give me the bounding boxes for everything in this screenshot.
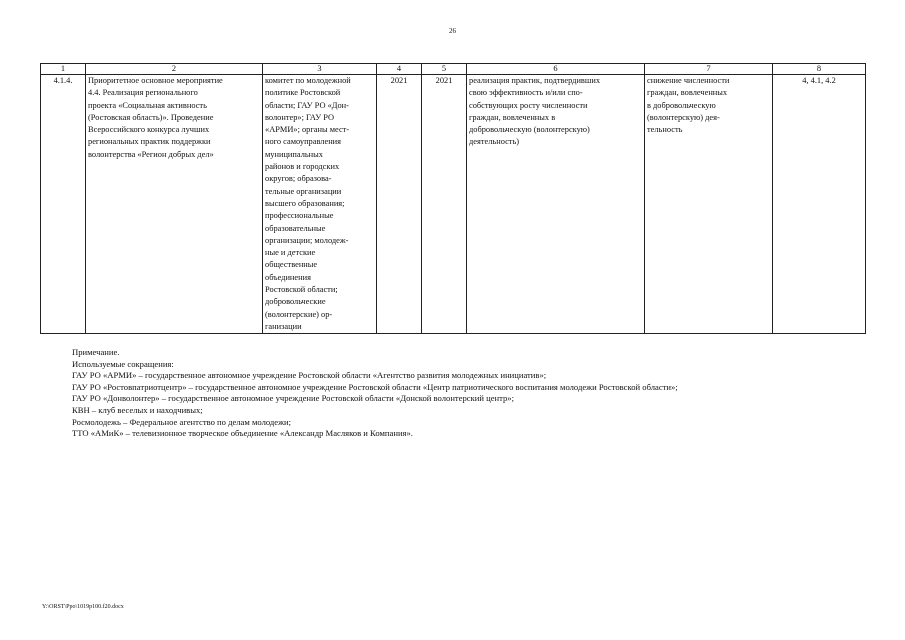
text-line: Приоритетное основное мероприятие (88, 76, 223, 85)
table-row (41, 75, 866, 334)
text-line: региональных практик поддержки (88, 137, 211, 147)
text-line: Всероссийского конкурса лучших (88, 125, 210, 135)
note-line: Используемые сокращения: (72, 358, 174, 369)
text-line: собствующих росту численности (469, 100, 588, 110)
measures-table (40, 63, 866, 334)
text-line: проекта «Социальная активность (88, 100, 207, 110)
text-line: реализация практик, подтвердивших (469, 76, 601, 85)
text-line: тельные организации (265, 186, 342, 196)
column-number: 4 (377, 64, 422, 75)
note-line: Росмолодежь – Федеральное агентство по делам молодежи; (72, 416, 292, 427)
text-line: (Ростовская область)». Проведение (88, 112, 214, 122)
text-line: добровольческие (265, 297, 326, 307)
column-number: 8 (773, 64, 866, 75)
text-line: граждан, вовлеченных (647, 88, 728, 98)
column-number: 2 (86, 64, 263, 75)
text-line: области; ГАУ РО «Дон- (265, 100, 349, 110)
text-line: ные и детские (265, 248, 316, 258)
text-line: свою эффективность и/или спо- (469, 88, 583, 98)
expected-result (467, 75, 645, 334)
column-number: 3 (263, 64, 377, 75)
measure-executors (263, 75, 377, 334)
text-line: волонтер»; ГАУ РО (265, 112, 335, 122)
text-line: организации; молодеж- (265, 235, 349, 245)
text-line: (волонтерскую) дея- (647, 112, 720, 122)
start-year: 2021 (377, 75, 422, 334)
text-line: политике Ростовской (265, 88, 341, 98)
column-number: 1 (41, 64, 86, 75)
page-number: 26 (449, 27, 456, 35)
non-implementation-consequences (645, 75, 773, 334)
text-line: ганизации (265, 321, 302, 331)
end-year: 2021 (422, 75, 467, 334)
text-line: общественные (265, 260, 318, 270)
measure-name (86, 75, 263, 334)
notes-section (72, 347, 678, 440)
note-line: ТТО «АМиК» – телевизионное творческое объединение «Александр Масляков и Компания». (72, 428, 413, 439)
text-line: тельность (647, 125, 683, 135)
text-line: объединения (265, 272, 311, 282)
text-line: высшего образования; (265, 198, 345, 208)
notes-title: Примечание. (72, 347, 120, 357)
column-number: 7 (645, 64, 773, 75)
note-line: КВН – клуб веселых и находчивых; (72, 404, 203, 415)
text-line: профессиональные (265, 211, 334, 221)
text-line: (волонтерские) ор- (265, 309, 333, 319)
note-line: ГАУ РО «Донволонтер» – государственное автономное учреждение Ростовской области «Донской волонтерский центр»; (72, 393, 514, 404)
text-line: добровольческую (волонтерскую) (469, 125, 590, 135)
column-number: 6 (467, 64, 645, 75)
text-line: деятельность) (469, 137, 520, 147)
note-line: ГАУ РО «Ростовпатриотцентр» – государственное автономное учреждение Ростовской области «Центр патриотического воспитания молодежи Ростовской области»; (72, 381, 678, 392)
text-line: округов; образова- (265, 174, 332, 184)
measure-code: 4.1.4. (41, 75, 86, 334)
text-line: «АРМИ»; органы мест- (265, 125, 350, 135)
file-path-footer: Y:\ORST\Ppo\1019p100.f20.docx (42, 604, 124, 610)
column-number: 5 (422, 64, 467, 75)
column-number-row (41, 64, 866, 75)
text-line: снижение численности (647, 76, 730, 85)
text-line: комитет по молодежной (265, 76, 351, 85)
related-indicators: 4, 4.1, 4.2 (773, 75, 866, 334)
text-line: Ростовской области; (265, 285, 338, 295)
text-line: 4.4. Реализация регионального (88, 88, 198, 98)
text-line: образовательные (265, 223, 326, 233)
text-line: муниципальных (265, 149, 323, 159)
note-line: ГАУ РО «АРМИ» – государственное автономное учреждение Ростовской области «Агентство развития молодежных инициатив»; (72, 370, 547, 381)
text-line: районов и городских (265, 162, 340, 172)
text-line: волонтерства «Регион добрых дел» (88, 149, 214, 159)
text-line: ного самоуправления (265, 137, 342, 147)
text-line: граждан, вовлеченных в (469, 112, 556, 122)
text-line: в добровольческую (647, 100, 716, 110)
